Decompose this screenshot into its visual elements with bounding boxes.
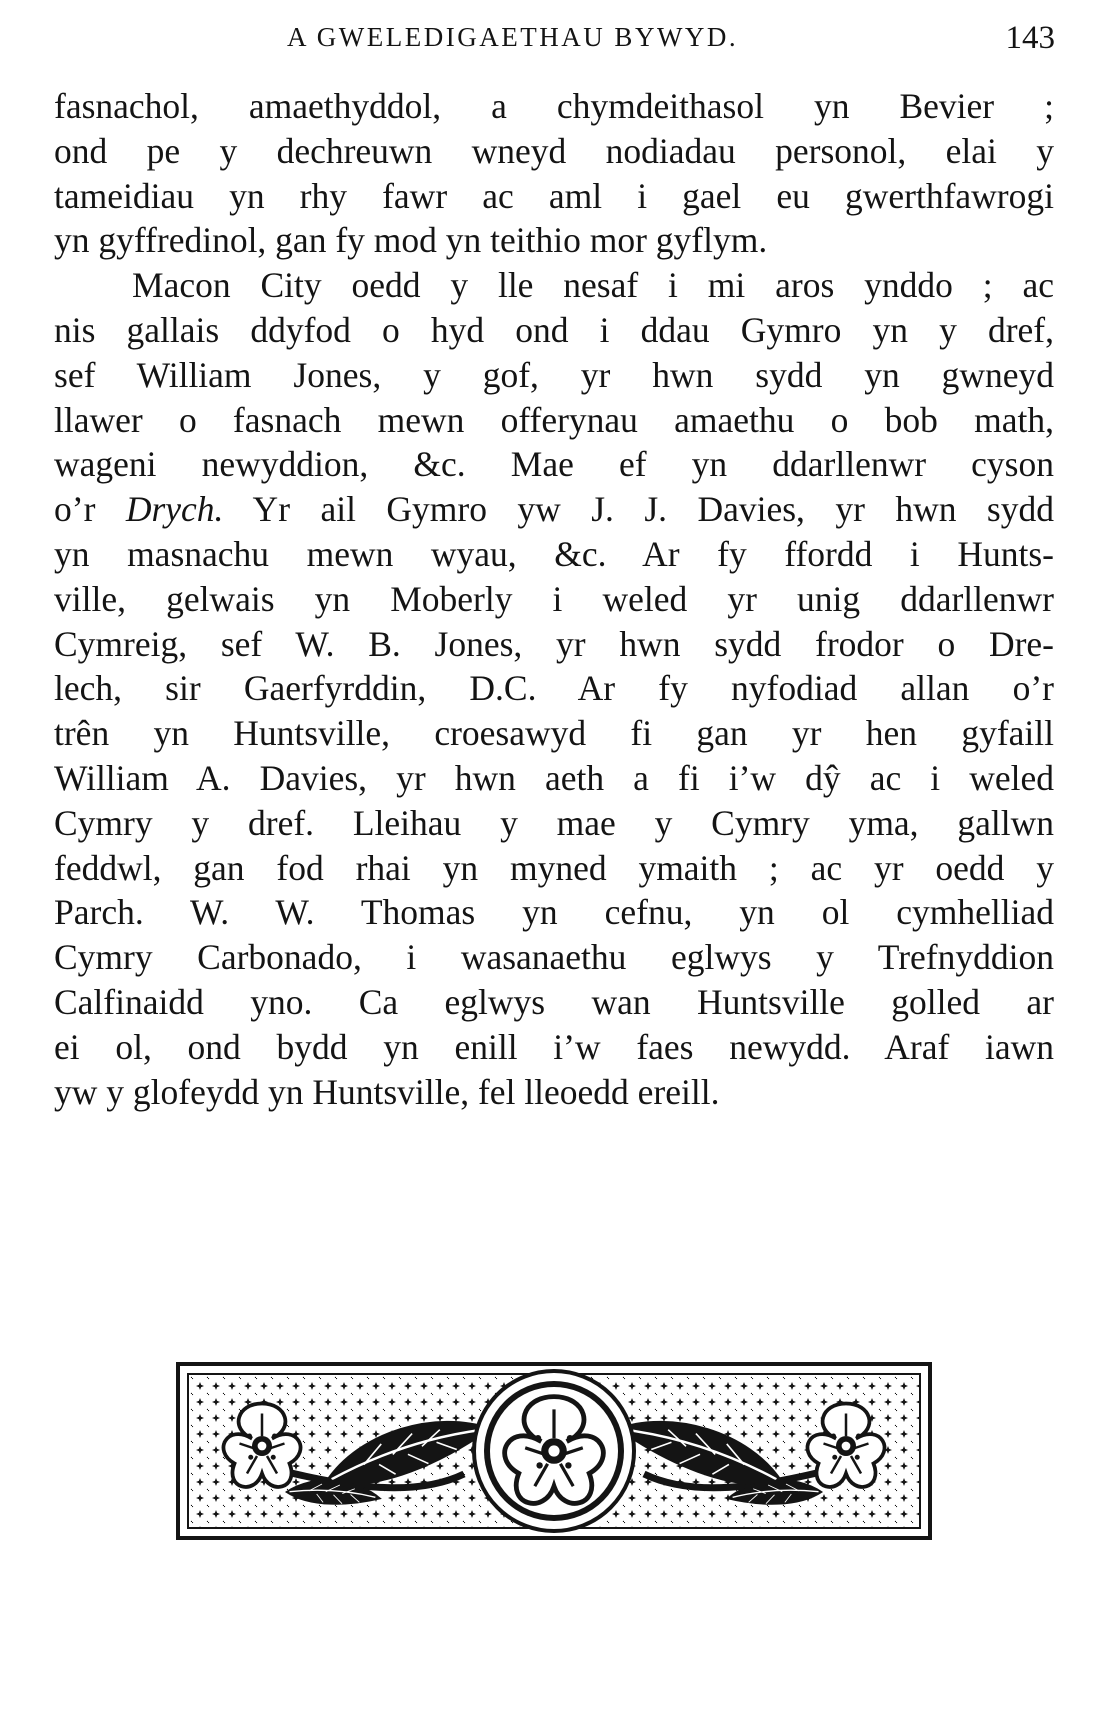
text-line: Parch. W. W. Thomas yn cefnu, yn ol cymhelliad [54,892,1054,933]
text-line: tameidiau yn rhy fawr ac aml i gael eu gwerthfawrogi [54,175,1054,216]
text-line: Calfinaidd yno. Ca eglwys wan Huntsville golled ar [54,981,1054,1022]
text-line [54,487,1054,532]
ornament-svg [176,1362,932,1540]
text-line: fasnachol, amaethyddol, a chymdeithasol yn Bevier ; [54,86,1054,126]
text-line: feddwl, gan fod rhai yn myned ymaith ; ac yr oedd y [54,847,1054,888]
text-line: sef William Jones, y gof, yr hwn sydd yn gwneyd [54,354,1054,395]
body-text [54,84,1054,1114]
text-line: Cymry y dref. Lleihau y mae y Cymry yma, gallwn [54,802,1054,843]
text-line: William A. Davies, yr hwn aeth a fi i’w dŷ ac i weled [54,757,1054,798]
text-line: trên yn Huntsville, croesawyd fi gan yr hen gyfaill [54,713,1054,754]
floral-tailpiece-icon [176,1362,932,1540]
newspaper-title-italic: Drych. [125,489,224,530]
text-line: ville, gelwais yn Moberly i weled yr unig ddarllenwr [54,578,1054,619]
page-number: 143 [1005,20,1055,56]
paragraph-first-line: Macon City oedd y lle nesaf i mi aros ynddo ; ac [132,265,1054,306]
text-line: Cymry Carbonado, i wasanaethu eglwys y Trefnyddion [54,937,1054,978]
text-line: yn gyffredinol, gan fy mod yn teithio mor gyflym. [54,220,768,261]
text-line: yn masnachu mewn wyau, &c. Ar fy ffordd i Hunts- [54,533,1054,574]
text-line: llawer o fasnach mewn offerynau amaethu o bob math, [54,399,1054,440]
text-line: ond pe y dechreuwn wneyd nodiadau personol, elai y [54,130,1054,171]
text-line: nis gallais ddyfod o hyd ond i ddau Gymro yn y dref, [54,309,1054,350]
text-line: lech, sir Gaerfyrddin, D.C. Ar fy nyfodiad allan o’r [54,668,1054,709]
line-segment: Yr ail Gymro yw J. J. Davies, yr hwn sydd [223,489,1054,530]
text-line: Cymreig, sef W. B. Jones, yr hwn sydd frodor o Dre- [54,623,1054,664]
text-line: wageni newyddion, &c. Mae ef yn ddarllenwr cyson [54,444,1054,485]
running-title: A GWELEDIGAETHAU BYWYD. [287,22,739,52]
line-segment: o’r [54,489,126,530]
text-line: ei ol, ond bydd yn enill i’w faes newydd. Araf iawn [54,1026,1054,1067]
running-head [55,18,1055,68]
text-line: yw y glofeydd yn Huntsville, fel lleoedd ereill. [54,1071,720,1112]
